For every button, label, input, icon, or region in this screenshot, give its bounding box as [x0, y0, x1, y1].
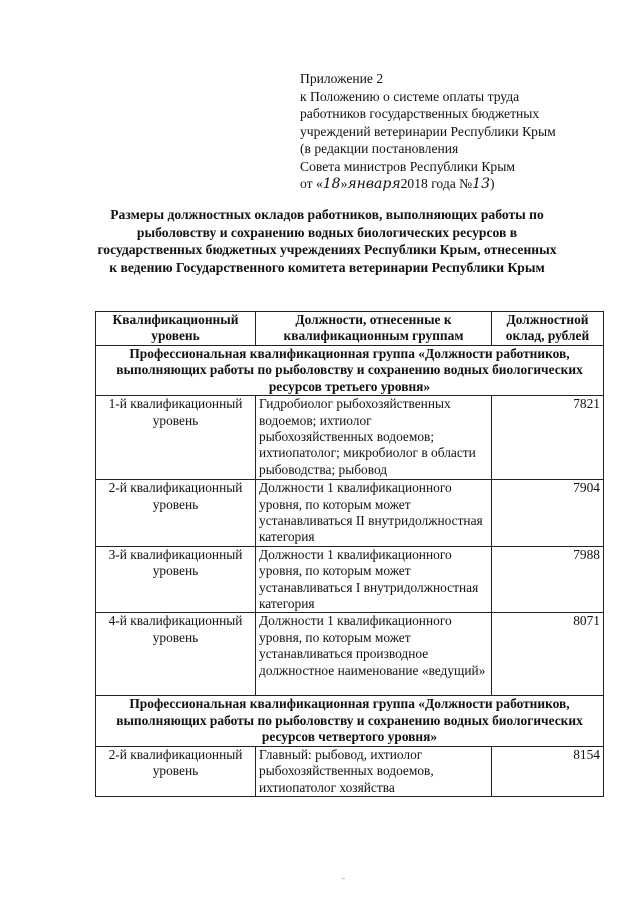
positions-cell: Должности 1 квалификационного уровня, по которым может устанавливаться II внутридолжностная категория	[256, 480, 492, 547]
date-prefix: от «	[300, 176, 323, 191]
appendix-line: учреждений ветеринарии Республики Крым	[300, 123, 556, 139]
handwritten-month: января	[347, 176, 401, 192]
salary-cell: 8154	[492, 746, 604, 796]
scan-speck	[342, 878, 345, 879]
salary-cell: 7904	[492, 480, 604, 547]
positions-cell: Гидробиолог рыбохозяйственных водоемов; ихтиолог рыбохозяйственных водоемов; ихтиопатолог; микробиолог в области рыбоводства; рыбовод	[256, 396, 492, 480]
level-cell: 2-й квалификационный уровень	[96, 480, 256, 547]
positions-cell: Главный: рыбовод, ихтиолог рыбохозяйственных водоемов, ихтиопатолог хозяйства	[256, 746, 492, 796]
salary-cell: 7988	[492, 546, 604, 613]
appendix-line: Приложение 2	[300, 71, 384, 86]
table-row	[96, 546, 604, 613]
document-title: Размеры должностных окладов работников, выполняющих работы по рыболовству и сохранению водных биологических ресурсов в государственных бюджетных учреждениях Республики Крым, отнесенных к ведению Государственного комитета ветеринарии Республики Крым	[97, 207, 557, 275]
positions-cell: Должности 1 квалификационного уровня, по которым может устанавливаться I внутридолжностная категория	[256, 546, 492, 613]
date-year: 2018 года №	[400, 176, 473, 191]
group-title: Профессиональная квалификационная группа «Должности работников, выполняющих работы по рыболовству и сохранению водных биологических ресурсов четвертого уровня»	[96, 696, 604, 746]
header-positions: Должности, отнесенные к квалификационным группам	[256, 312, 492, 346]
table-header-row	[96, 312, 604, 346]
table-row	[96, 746, 604, 796]
date-day-close: »	[340, 176, 348, 191]
level-cell: 2-й квалификационный уровень	[96, 746, 256, 796]
appendix-line: работников государственных бюджетных	[300, 106, 540, 121]
level-cell: 1-й квалификационный уровень	[96, 396, 256, 480]
table-row	[96, 396, 604, 480]
table-row	[96, 613, 604, 696]
header-salary: Должностной оклад, рублей	[492, 312, 604, 346]
salary-cell: 8071	[492, 613, 604, 696]
appendix-block	[300, 70, 620, 194]
appendix-line: Совета министров Республики Крым	[300, 158, 515, 174]
level-cell: 4-й квалификационный уровень	[96, 613, 256, 696]
table-row	[96, 480, 604, 547]
appendix-line: (в редакции постановления	[300, 141, 459, 156]
header-level: Квалификационный уровень	[96, 312, 256, 346]
positions-cell: Должности 1 квалификационного уровня, по которым может устанавливаться производное должностное наименование «ведущий»	[256, 613, 492, 696]
salary-cell: 7821	[492, 396, 604, 480]
appendix-date-line	[300, 175, 620, 194]
handwritten-day: 18	[322, 176, 341, 192]
salary-table	[95, 311, 604, 797]
level-cell: 3-й квалификационный уровень	[96, 546, 256, 613]
date-close: )	[489, 176, 495, 191]
group-title: Профессиональная квалификационная группа «Должности работников, выполняющих работы по рыболовству и сохранению водных биологических ресурсов третьего уровня»	[96, 346, 604, 396]
group-row	[96, 696, 604, 746]
group-row	[96, 346, 604, 396]
handwritten-number: 13	[472, 176, 490, 192]
appendix-line: к Положению о системе оплаты труда	[300, 88, 520, 104]
